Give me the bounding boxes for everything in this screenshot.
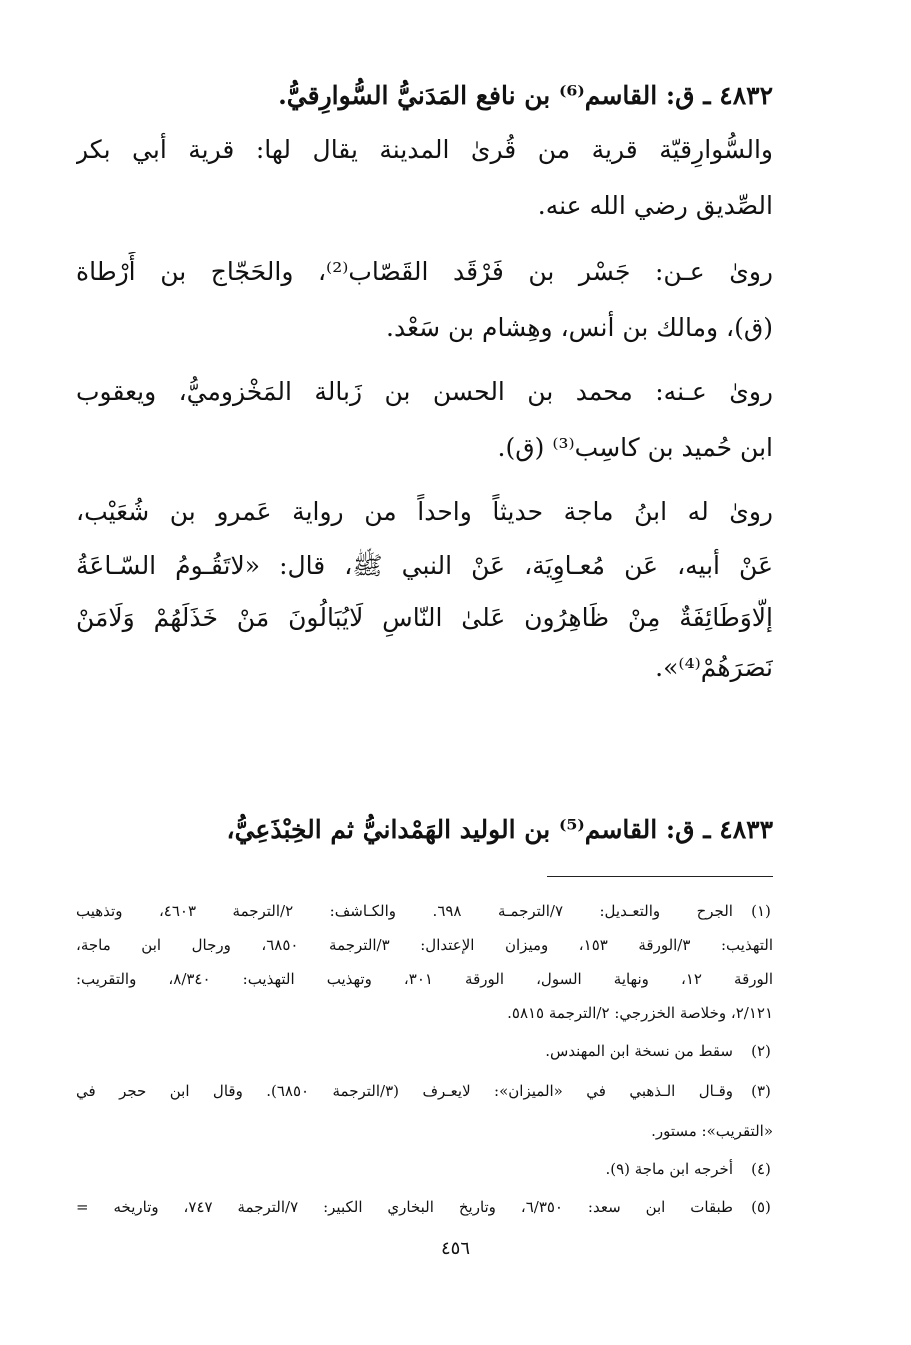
footnote-3-line-2: «التقريب»: مستور.	[651, 1122, 773, 1140]
entry-4832-heading: ٤٨٣٢ ـ ق: القاسم⁽⁶⁾ بن نافع المَدَنيُّ السُّوارِقيُّ.	[278, 81, 773, 110]
footnote-2-number: (٢)	[751, 1042, 771, 1060]
footnote-1-line-4: ٢/١٢١، وخلاصة الخزرجي: ٢/الترجمة ٥٨١٥.	[507, 1004, 773, 1022]
entry-4832-narrated-from-line-2: (ق)، ومالك بن أنس، وهِشام بن سَعْد.	[386, 313, 773, 342]
footnote-4-number: (٤)	[751, 1160, 771, 1178]
entry-4832-nisba-line-1: والسُّوارِقيّة قرية من قُرىٰ المدينة يقال لها: قرية أبي بكر	[76, 135, 773, 164]
footnote-3-line-1: وقـال الـذهبي في «الميزان»: لايعـرف (٣/الترجمة ٦٨٥٠). وقال ابن حجر في	[76, 1082, 733, 1100]
footnote-separator	[547, 876, 773, 877]
entry-4832-hadith-line-3: إلَّاوَطَائِفَةٌ مِنْ ظَاهِرُون عَلىٰ النّاسِ لَايُبَالُونَ مَنْ خَذَلَهُمْ وَلَامَنْ	[76, 603, 773, 632]
footnote-3-number: (٣)	[751, 1082, 771, 1100]
footnote-2-line-1: سقط من نسخة ابن المهندس.	[545, 1042, 733, 1060]
footnote-1-number: (١)	[751, 902, 771, 920]
entry-4832-hadith-line-4: نَصَرَهُمْ⁽⁴⁾».	[655, 653, 773, 682]
entry-4832-hadith-line-1: روىٰ له ابنُ ماجة حديثاً واحداً من رواية عَمرو بن شُعَيْب،	[76, 497, 773, 526]
footnote-5-line-1: طبقات ابن سعد: ٦/٣٥٠، وتاريخ البخاري الكبير: ٧/الترجمة ٧٤٧، وتاريخه =	[76, 1198, 733, 1216]
footnote-1-line-2: التهذيب: ٣/الورقة ١٥٣، وميزان الإعتدال: ٣/الترجمة ٦٨٥٠، ورجال ابن ماجة،	[76, 936, 773, 954]
footnote-1-line-3: الورقة ١٢، ونهاية السول، الورقة ٣٠١، وتهذيب التهذيب: ٨/٣٤٠، والتقريب:	[76, 970, 773, 988]
entry-4832-narrators-line-1: روىٰ عـنه: محمد بن الحسن بن زَبالة المَخْزوميُّ، ويعقوب	[76, 377, 773, 406]
page-number: ٤٥٦	[440, 1238, 470, 1259]
entry-4832-hadith-line-2: عَنْ أبيه، عَن مُعـاوِيَة، عَنْ النبي ﷺ، قال: «لاتَقُـومُ السّـاعَةُ	[76, 551, 773, 580]
entry-4832-nisba-line-2: الصِّديق رضي الله عنه.	[537, 191, 773, 220]
footnote-1-line-1: الجرح والتعـديل: ٧/الترجمـة ٦٩٨. والكـاشف: ٢/الترجمة ٤٦٠٣، وتذهيب	[76, 902, 733, 920]
footnote-4-line-1: أخرجه ابن ماجة (٩).	[605, 1160, 733, 1178]
entry-4832-narrated-from-line-1: روىٰ عـن: جَسْر بن فَرْقَد القَصّاب⁽²⁾، والحَجّاج بن أَرْطاة	[76, 257, 773, 286]
footnote-5-number: (٥)	[751, 1198, 771, 1216]
entry-4832-narrators-line-2: ابن حُميد بن كاسِب⁽³⁾ (ق).	[497, 433, 773, 462]
entry-4833-heading: ٤٨٣٣ ـ ق: القاسم⁽⁵⁾ بن الوليد الهَمْدانيُّ ثم الخِبْذَعِيُّ،	[226, 815, 773, 844]
